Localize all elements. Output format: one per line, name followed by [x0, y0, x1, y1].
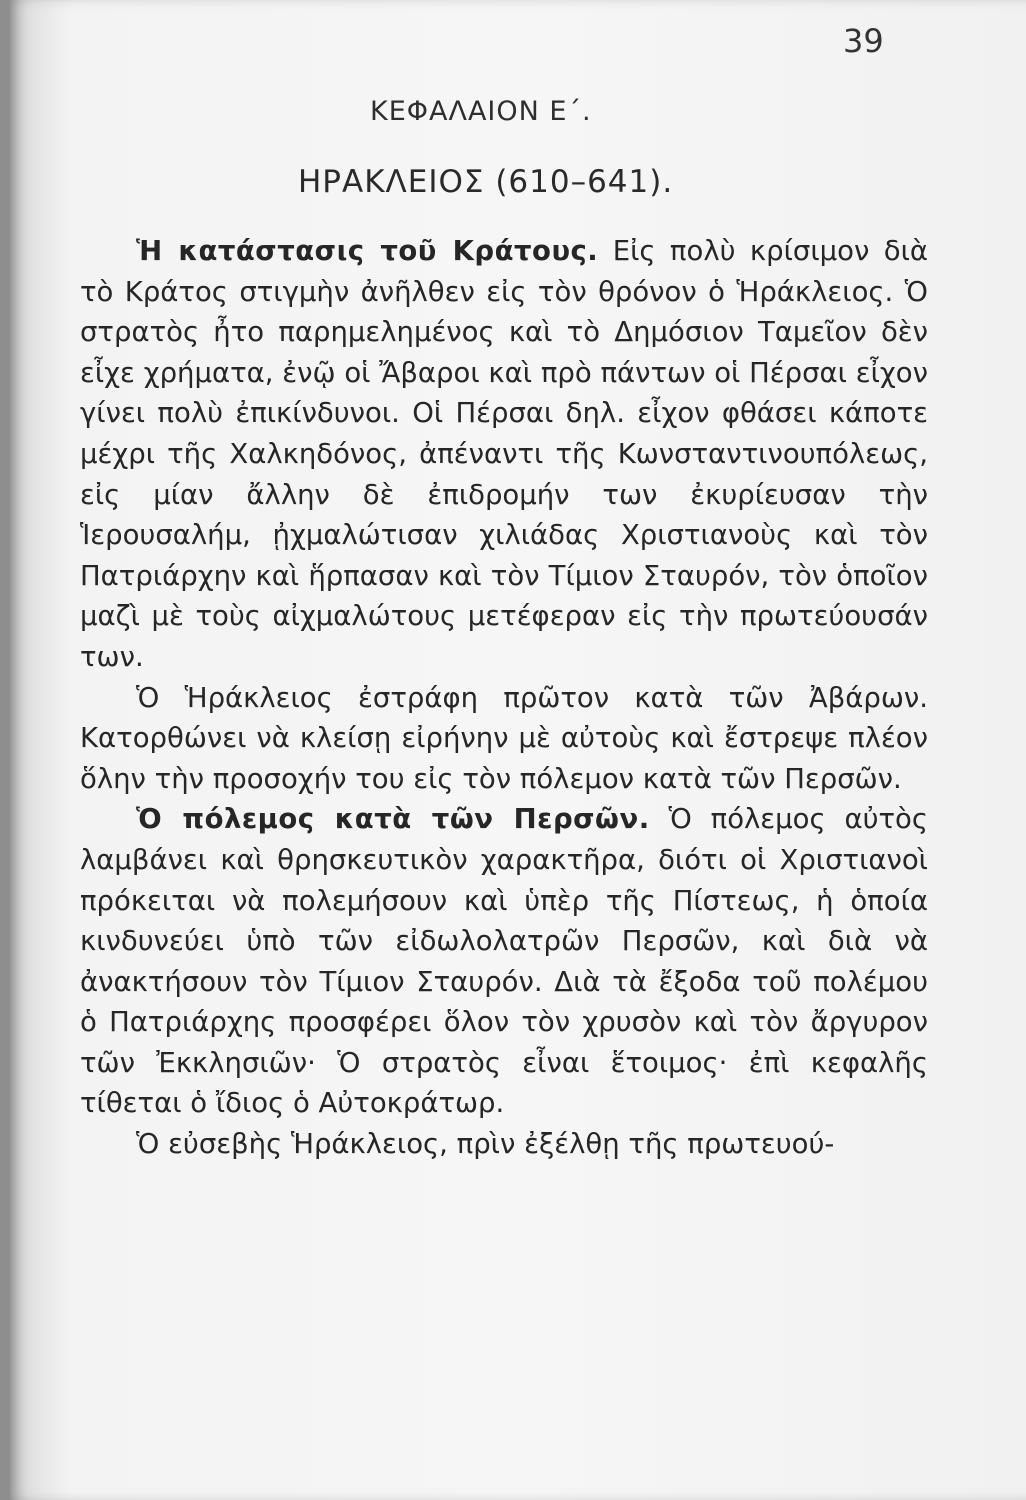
paragraph-avars	[80, 678, 928, 800]
paragraph-text: Ὁ Ἡράκλειος ἐστράφη πρῶτον κατὰ τῶν Ἀβάρων. Κατορθώνει νὰ κλείσῃ εἰρήνην μὲ αὐτοὺς καὶ ἔστρεψε πλέον ὅλην τὴν προσοχήν του εἰς τὸν πόλεμον κατὰ τῶν Περσῶν.	[80, 681, 928, 795]
section-heading-state: Ἡ κατάστασις τοῦ Κράτους.	[136, 235, 599, 267]
paragraph-persian-war	[80, 799, 928, 1124]
book-page	[10, 0, 1026, 1500]
paragraph-text: Ὁ εὐσεβὴς Ἡράκλειος, πρὶν ἐξέλθῃ τῆς πρωτευού-	[136, 1128, 835, 1161]
paragraph-state-of-empire	[80, 231, 928, 678]
chapter-title: ΗΡΑΚΛΕΙΟΣ (610–641).	[298, 164, 674, 200]
page-number: 39	[843, 22, 884, 60]
paragraph-text: Εἰς πολὺ κρίσιμον διὰ τὸ Κράτος στιγμὴν ἀνῆλθεν εἰς τὸν θρόνον ὁ Ἡράκλειος. Ὁ στρατὸς ἦτο παρημελημένος καὶ τὸ Δημόσιον Ταμεῖον δὲν εἶχε χρήματα, ἐνῷ οἱ Ἄβαροι καὶ πρὸ πάντων οἱ Πέρσαι εἶχον γίνει πολὺ ἐπικίνδυνοι. Οἱ Πέρσαι δηλ. εἶχον φθάσει κάποτε μέχρι τῆς Χαλκηδόνος, ἀπέναντι τῆς Κωνσταντινουπόλεως, εἰς μίαν ἄλλην δὲ ἐπιδρομήν των ἐκυρίευσαν τὴν Ἱερουσαλήμ, ᾐχμαλώτισαν χιλιάδας Χριστιανοὺς καὶ τὸν Πατριάρχην καὶ ἥρπασαν καὶ τὸν Τίμιον Σταυρόν, τὸν ὁποῖον μαζὶ μὲ τοὺς αἰχμαλώτους μετέφεραν εἰς τὴν πρωτεύουσάν των.	[80, 235, 928, 673]
paragraph-pious-heraclius	[80, 1124, 928, 1165]
paragraph-text: Ὁ πόλεμος αὐτὸς λαμβάνει καὶ θρησκευτικὸν χαρακτῆρα, διότι οἱ Χριστιανοὶ πρόκειται νὰ πολεμήσουν καὶ ὑπὲρ τῆς Πίστεως, ἡ ὁποία κινδυνεύει ὑπὸ τῶν εἰδωλολατρῶν Περσῶν, καὶ διὰ νὰ ἀνακτήσουν τὸν Τίμιον Σταυρόν. Διὰ τὰ ἔξοδα τοῦ πολέμου ὁ Πατριάρχης προσφέρει ὅλον τὸν χρυσὸν καὶ τὸν ἄργυρον τῶν Ἐκκλησιῶν· Ὁ στρατὸς εἶναι ἕτοιμος· ἐπὶ κεφαλῆς τίθεται ὁ ἴδιος ὁ Αὐτοκράτωρ.	[80, 803, 929, 1120]
chapter-label: ΚΕΦΑΛΑΙΟΝ Ε΄.	[370, 96, 592, 127]
section-heading-persian-war: Ὁ πόλεμος κατὰ τῶν Περσῶν.	[136, 803, 650, 836]
body-text	[80, 231, 928, 1165]
